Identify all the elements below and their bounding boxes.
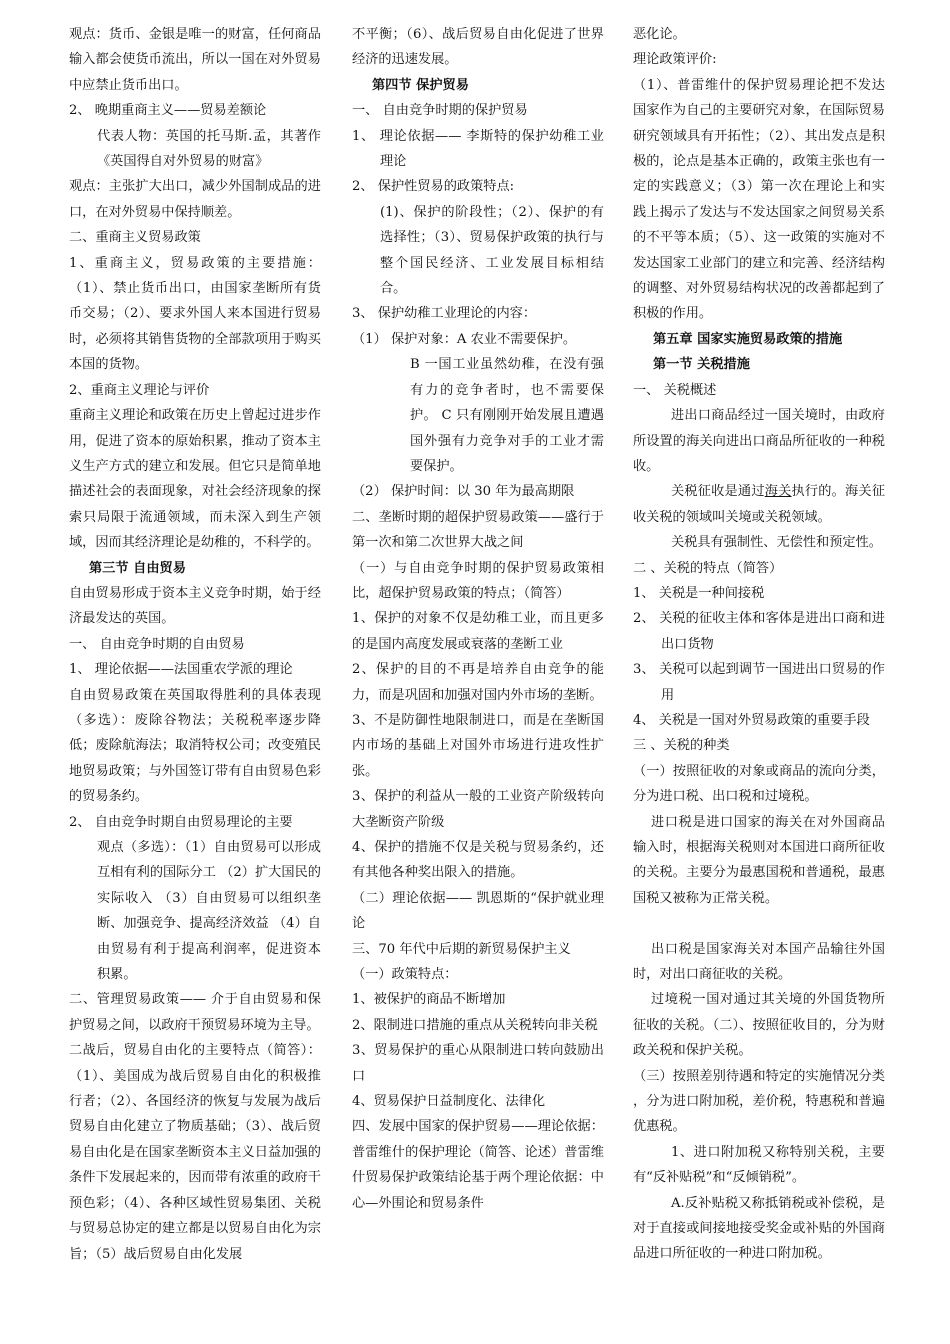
paragraph: 自由贸易政策在英国取得胜利的具体表现（多选）：废除谷物法；关税税率逐步降低；废除航海法；取消特权公司；改变殖民地贸易政策；与外国签订带有自由贸易色彩的贸易条约。: [69, 687, 321, 805]
list-item: （1） 保护对象：A 农业不需要保护。: [352, 331, 577, 347]
section-heading: 一、 关税概述: [633, 382, 717, 398]
section-heading: 一、 自由竞争时期的自由贸易: [69, 636, 245, 652]
paragraph: 不平衡；（6）、战后贸易自由化促进了世界经济的迅速发展。: [352, 27, 604, 68]
paragraph: （三）按照差别待遇和特定的实施情况分类 ，分为进口附加税，差价税，特惠税和普遍优惠税。: [633, 1068, 885, 1135]
list-item: 3、 保护幼稚工业理论的内容：: [352, 306, 537, 322]
paragraph: （1）、普雷维什的保护贸易理论把不发达国家作为自己的主要研究对象，在国际贸易研究领域具有开拓性；（2）、其出发点是积极的，论点是基本正确的，政策主张也有一定的实践意义；（3）第一次在理论上和实践上揭示了发达与不发达国家之间贸易关系的不平等本质；（5）、这一政策的实施对不发达国家工业部门的建立和完善、经济结构的调整、对外贸易结构状况的改善都起到了积极的作用。: [633, 77, 885, 322]
list-item: 2、 关税的征收主体和客体是进出口商和进出口货物: [633, 611, 885, 652]
list-item: 1、保护的对象不仅是幼稚工业，而且更多的是国内高度发展或衰落的垄断工业: [352, 611, 604, 652]
list-item: 2、 自由竞争时期自由贸易理论的主要: [69, 814, 293, 830]
list-item: 2、重商主义理论与评价: [69, 382, 210, 398]
section-heading: 二、重商主义贸易政策: [69, 230, 201, 246]
list-item: 1、 关税是一种间接税: [633, 585, 765, 601]
paragraph: 关税具有强制性、无偿性和预定性。: [671, 535, 882, 551]
list-item: 3、 关税可以起到调节一国进出口贸易的作用: [633, 662, 885, 703]
paragraph: 进口税是进口国家的海关在对外国商品输入时，根据海关税则对本国进口商所征收的关税。主要分为最惠国税和普通税，最惠国税又被称为正常关税。: [633, 814, 885, 906]
paragraph: (1)、保护的阶段性；（2）、保护的有选择性；（3）、贸易保护政策的执行与整个国民经济、工业发展目标相结合。: [380, 204, 604, 297]
list-item: 3、不是防御性地限制进口，而是在垄断国内市场的基础上对国外市场进行进攻性扩张。: [352, 712, 604, 779]
paragraph: （一）政策特点：: [352, 967, 458, 983]
list-item: 4、贸易保护日益制度化、法律化: [352, 1094, 546, 1110]
paragraph: 1、进口附加税又称特别关税，主要有“反补贴税”和“反倾销税”。: [633, 1144, 885, 1186]
list-item: 2、保护的目的不再是培养自由竞争的能力，而是巩固和加强对国内外市场的垄断。: [352, 662, 604, 703]
paragraph: （一）按照征收的对象或商品的流向分类，分为进口税、出口税和过境税。: [633, 763, 885, 805]
list-item: （2） 保护时间：以 30 年为最高期限: [352, 484, 575, 500]
paragraph: 理论政策评价:: [633, 52, 717, 68]
section-heading: 二、垄断时期的超保护贸易政策——盛行于第一次和第二次世界大战之间: [352, 509, 604, 551]
list-item: 2、 晚期重商主义——贸易差额论: [69, 103, 267, 119]
blank-line: [633, 911, 885, 936]
paragraph: 观点：货币、金银是唯一的财富，任何商品输入都会使货币流出，所以一国在对外贸易中应禁止货币出口。: [69, 27, 321, 93]
section-heading: 三 、关税的种类: [633, 738, 730, 754]
paragraph: B 一国工业虽然幼稚，在没有强有力的竞争者时，也不需要保护。 C 只有刚刚开始发展且遭遇国外强有力竞争对手的工业才需要保护。: [410, 357, 604, 474]
section-heading: 二、管理贸易政策—— 介于自由贸易和保护贸易之间，以政府干预贸易环境为主导。: [69, 992, 321, 1033]
paragraph: 出口税是国家海关对本国产品输往外国时，对出口商征收的关税。: [633, 941, 885, 983]
paragraph: 观点（多选）：（1）自由贸易可以形成互相有利的国际分工 （2）扩大国民的实际收入 （3）自由贸易可以组织垄断、加强竞争、提高经济效益 （4）自由贸易有利于提高利润率，促进资本积累。: [97, 840, 321, 983]
chapter-title: 第五章 国家实施贸易政策的措施: [653, 331, 843, 347]
list-item: 1、 理论依据——法国重农学派的理论: [69, 662, 293, 678]
list-item: 4、 关税是一国对外贸易政策的重要手段: [633, 712, 870, 728]
paragraph: 自由贸易形成于资本主义竞争时期，始于经济最发达的英国。: [69, 585, 321, 627]
list-item: 3、贸易保护的重心从限制进口转向鼓励出口: [352, 1043, 604, 1084]
list-item: 2、限制进口措施的重点从关税转向非关税: [352, 1017, 598, 1033]
paragraph: 二战后，贸易自由化的主要特点（简答）：（1）、美国成为战后贸易自由化的积极推行者；（2）、各国经济的恢复与发展为战后贸易自由化建立了物质基础；（3）、战后贸易自由化是在国家垄断资本主义日益加强的条件下发展起来的，因而带有浓重的政府干预色彩；（4）、各种区域性贸易集团、关税与贸易总协定的建立都是以贸易自由化为宗旨；（5）战后贸易自由化发展: [69, 1043, 321, 1262]
section-heading: 三、70 年代中后期的新贸易保护主义: [352, 941, 571, 957]
list-item: 1、 理论依据—— 李斯特的保护幼稚工业理论: [352, 128, 604, 170]
paragraph: A.反补贴税又称抵销税或补偿税，是对于直接或间接地接受奖金或补贴的外国商品进口所征收的一种进口附加税。: [633, 1195, 885, 1262]
paragraph: 重商主义理论和政策在历史上曾起过进步作用，促进了资本的原始积累，推动了资本主义生产方式的建立和发展。但它只是简单地描述社会的表面现象，对社会经济现象的探索只局限于流通领域，而未深入到生产领域，因而其经济理论是幼稚的，不科学的。: [69, 408, 321, 551]
list-item: 2、 保护性贸易的政策特点:: [352, 179, 515, 195]
hyperlink-customs[interactable]: 海关: [764, 484, 792, 500]
column-middle: [352, 22, 604, 1216]
section-title: 第一节 关税措施: [653, 357, 750, 373]
paragraph: 代表人物：英国的托马斯.孟，其著作《英国得自对外贸易的财富》: [97, 128, 321, 170]
paragraph: 1、重商主义，贸易政策的主要措施：（1）、禁止货币出口，由国家垄断所有货币交易；（2）、要求外国人来本国进行贸易时，必须将其销售货物的全部款项用于购买本国的货物。: [69, 255, 321, 373]
section-heading: 二 、关税的特点（简答）: [633, 560, 783, 576]
section-title: 第三节 自由贸易: [89, 560, 186, 576]
paragraph: 四、发展中国家的保护贸易——理论依据：普雷维什的保护理论（简答、论述）普雷维什贸易保护政策结论基于两个理论依据：中心—外围论和贸易条件: [352, 1119, 604, 1211]
text-run: 执行的。海关征收关税的领域叫关境或关税领域。: [633, 484, 886, 525]
paragraph: （一）与自由竞争时期的保护贸易政策相比，超保护贸易政策的特点；（简答）: [352, 560, 604, 601]
section-title: 第四节 保护贸易: [372, 77, 469, 93]
paragraph: 进出口商品经过一国关境时，由政府所设置的海关向进出口商品所征收的一种税收。: [633, 408, 885, 474]
list-item: 1、被保护的商品不断增加: [352, 992, 506, 1008]
column-right: [633, 22, 885, 1267]
paragraph: 观点：主张扩大出口，减少外国制成品的进口，在对外贸易中保持顺差。: [69, 179, 321, 220]
list-item: 4、保护的措施不仅是关税与贸易条约，还有其他各种奖出限入的措施。: [352, 840, 604, 881]
paragraph: 恶化论。: [633, 27, 686, 42]
paragraph: （二）理论依据—— 凯恩斯的“保护就业理论: [352, 890, 604, 932]
column-left: [69, 22, 321, 1267]
list-item: 3、保护的利益从一般的工业资产阶级转向大垄断资产阶级: [352, 789, 604, 830]
paragraph: [633, 479, 885, 530]
section-heading: 一、 自由竞争时期的保护贸易: [352, 103, 528, 119]
text-run: 关税征收是通过: [671, 484, 765, 500]
paragraph: 过境税一国对通过其关境的外国货物所征收的关税。（二）、按照征收目的，分为财政关税和保护关税。: [633, 992, 885, 1059]
